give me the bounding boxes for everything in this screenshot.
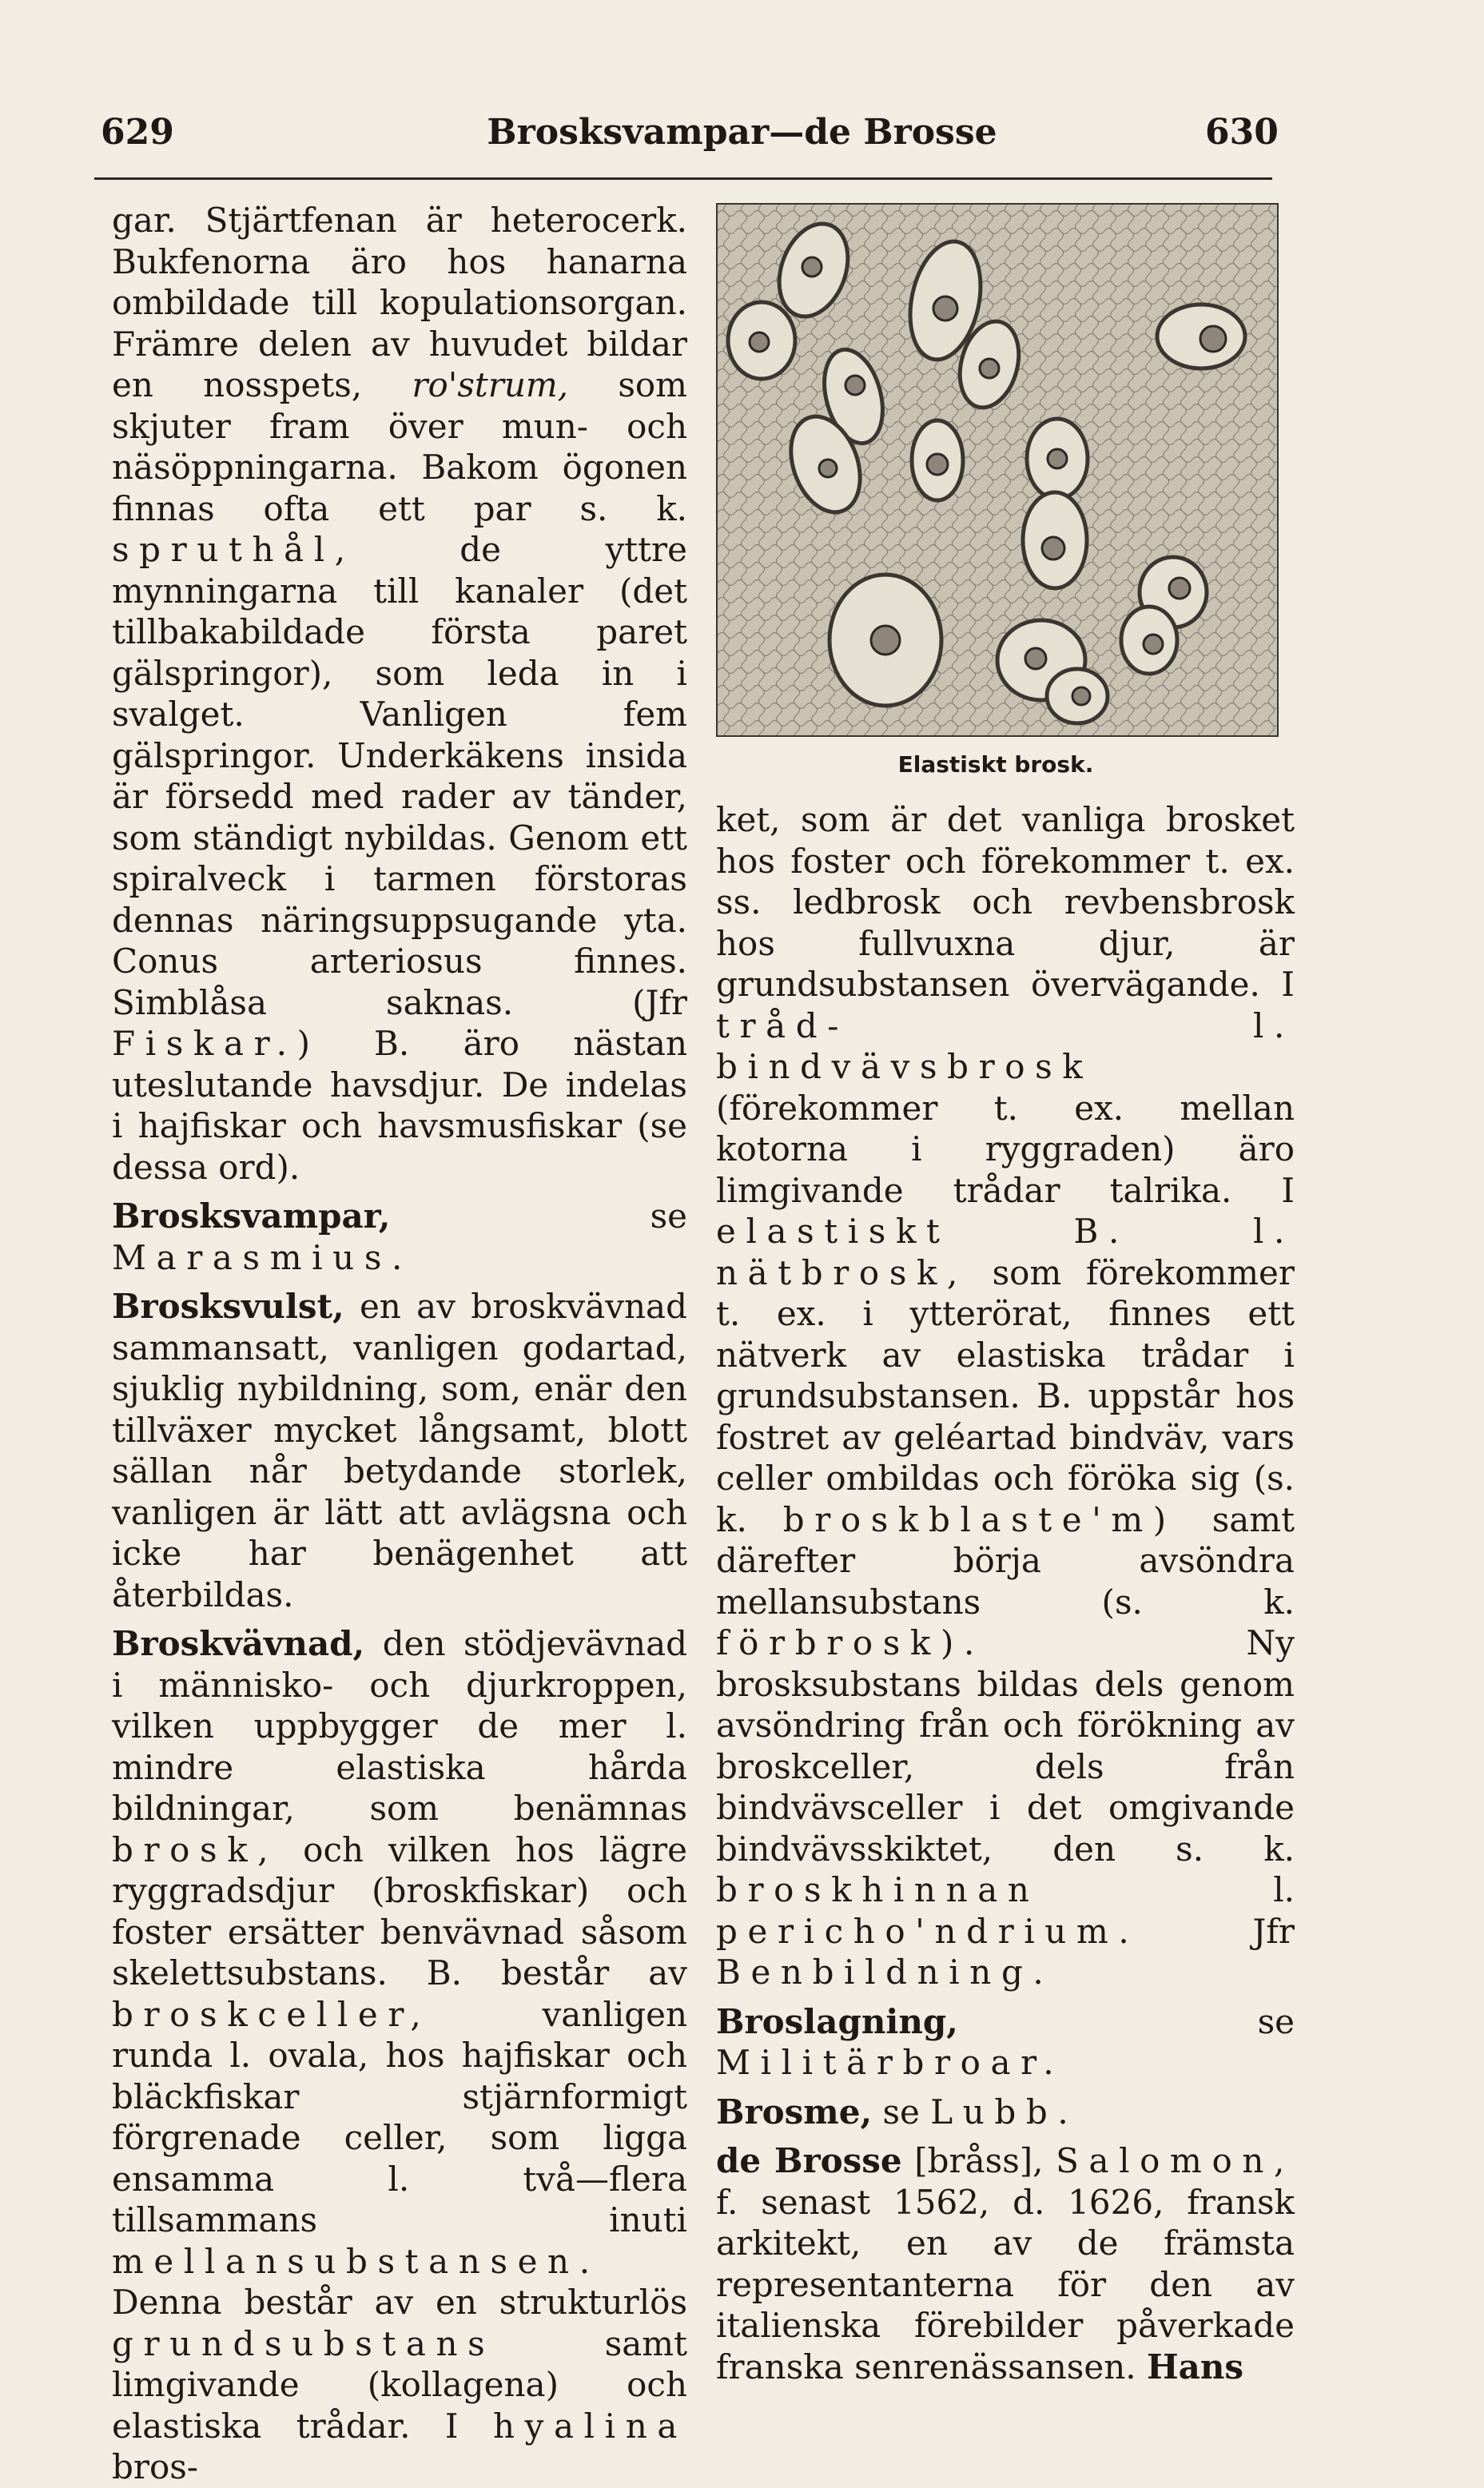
spaced-term: broskceller, bbox=[112, 1994, 432, 2034]
header-rule bbox=[94, 177, 1272, 180]
text-run: Denna består av en strukturlös bbox=[112, 2283, 687, 2322]
cartilage-illustration bbox=[718, 205, 1277, 735]
text-run: bros- bbox=[112, 2447, 198, 2486]
page-number-right: 630 bbox=[1205, 112, 1279, 153]
cross-reference: Fiskar.) bbox=[112, 1024, 320, 1063]
spaced-term: tråd- l. bindvävsbrosk bbox=[716, 1005, 1295, 1086]
spaced-term: broskhinnan bbox=[716, 1870, 1040, 1909]
spaced-term: brosk, bbox=[112, 1829, 279, 1869]
text-run: se bbox=[882, 2092, 920, 2132]
cell-nucleus bbox=[1144, 635, 1163, 654]
cell-nucleus bbox=[933, 297, 957, 320]
text-run: [bråss], bbox=[914, 2141, 1044, 2180]
cross-reference: Lubb. bbox=[930, 2092, 1079, 2132]
headword: Brosksvulst, bbox=[112, 1287, 344, 1326]
text-run: Ny brosksubstans bildas dels genom avsöndring från och förökning av broskceller, dels från bindvävsceller i det omgivande bindvävsskiktet, den s. k. bbox=[716, 1623, 1295, 1869]
cell-nucleus bbox=[1042, 537, 1064, 559]
cell-nucleus bbox=[927, 454, 948, 475]
headword: Brosksvampar, bbox=[112, 1196, 391, 1236]
entry-brosksvulst bbox=[112, 1286, 687, 1615]
entry-de-brosse bbox=[716, 2140, 1295, 2387]
spaced-term: broskblaste'm) bbox=[782, 1499, 1176, 1539]
spaced-term: Salomon, bbox=[1056, 2141, 1295, 2180]
figure-elastic-cartilage bbox=[716, 203, 1279, 737]
entry-brosksvampar bbox=[112, 1196, 687, 1278]
cell-nucleus bbox=[1200, 326, 1226, 352]
text-run: och vilken hos lägre ryggradsdjur (broskfiskar) och foster ersätter benvävnad såsom skelettsubstans. B. består av bbox=[112, 1829, 687, 1992]
spaced-term: pericho'ndrium. bbox=[716, 1911, 1140, 1951]
cell-nucleus bbox=[845, 376, 865, 395]
paragraph-broskvavnad-cont bbox=[716, 799, 1295, 1993]
left-column bbox=[112, 200, 687, 2488]
text-run: de yttre mynningarna till kanaler (det tillbakabildade första paret gälspringor), som leda in i svalget. Vanligen fem gälspringor. Underkäkens insida är försedd med rader av tänder, som ständigt nybildas. Genom ett spiralveck i tarmen förstoras dennas näringsuppsugande yta. Conus arteriosus finnes. Simblåsa saknas. (Jfr bbox=[112, 530, 687, 1022]
text-run: l. bbox=[1273, 1870, 1295, 1909]
paragraph-broskfiskar-cont bbox=[112, 200, 687, 1188]
cell-nucleus bbox=[819, 460, 837, 477]
catchword: Hans bbox=[1146, 2347, 1244, 2386]
text-run: ket, som är det vanliga brosket hos foster och förekommer t. ex. ss. ledbrosk och revbensbrosk hos fullvuxna djur, är grundsubstansen övervägande. I bbox=[716, 800, 1295, 1004]
text-run: som skjuter fram över mun- och näsöppningarna. Bakom ögonen finnas ofta ett par s. k. bbox=[112, 365, 687, 528]
page-number-left: 629 bbox=[101, 112, 174, 153]
cell-nucleus bbox=[871, 626, 900, 655]
headword: Broskvävnad, bbox=[112, 1624, 365, 1663]
spaced-term: förbrosk). bbox=[716, 1623, 985, 1662]
text-run: se bbox=[650, 1196, 687, 1236]
cross-reference: Militärbroar. bbox=[716, 2043, 1064, 2082]
text-run: se bbox=[1257, 2001, 1295, 2041]
cross-reference: Benbildning. bbox=[716, 1953, 1054, 1992]
text-run: samt limgivande (kollagena) och elastiska trådar. I bbox=[112, 2323, 687, 2446]
cell-nucleus bbox=[750, 332, 769, 352]
right-column bbox=[716, 799, 1295, 2387]
running-title: Brosksvampar—de Brosse bbox=[487, 112, 997, 153]
text-run: samt därefter börja avsöndra mellansubstans (s. k. bbox=[716, 1499, 1295, 1622]
text-run: den stödjevävnad i människo- och djurkroppen, vilken uppbygger de mer l. mindre elastiska hårda bildningar, som benämnas bbox=[112, 1624, 687, 1828]
text-run: Jfr bbox=[1252, 1911, 1295, 1951]
cell-nucleus bbox=[1048, 449, 1067, 468]
cell-nucleus bbox=[980, 359, 999, 378]
cell-nucleus bbox=[1025, 648, 1046, 669]
headword: Broslagning, bbox=[716, 2001, 958, 2041]
text-run: f. senast 1562, d. 1626, fransk arkitekt, en av de främsta representanterna för den av italienska förebilder påverkade franska senrenässansen. bbox=[716, 2182, 1295, 2386]
spaced-term: mellansubstansen. bbox=[112, 2241, 600, 2281]
headword: de Brosse bbox=[716, 2141, 902, 2180]
spaced-term: elastiskt B. l. nätbrosk, bbox=[716, 1212, 1295, 1292]
text-run: (förekommer t. ex. mellan kotorna i ryggraden) äro limgivande trådar talrika. I bbox=[716, 1088, 1295, 1210]
text-run: en av broskvävnad sammansatt, vanligen godartad, sjuklig nybildning, som, enär den tillväxer mycket långsamt, blott sällan når betydande storlek, vanligen är lätt att avlägsna och icke har benägenhet att återbildas. bbox=[112, 1287, 687, 1614]
text-run: vanligen runda l. ovala, hos hajfiskar och bläckfiskar stjärnformigt förgrenade celler, som ligga ensamma l. två—flera tillsammans inuti bbox=[112, 1994, 687, 2239]
figure-caption: Elastiskt brosk. bbox=[897, 751, 1094, 778]
entry-broslagning bbox=[716, 2001, 1295, 2084]
cell-nucleus bbox=[1169, 578, 1190, 599]
cell-nucleus bbox=[1072, 687, 1090, 705]
cross-reference: Marasmius. bbox=[112, 1237, 412, 1277]
term-rostrum: ro'strum, bbox=[412, 365, 569, 404]
text-run: som förekommer t. ex. i ytterörat, finnes ett nätverk av elastiska trådar i grundsubstansen. B. uppstår hos fostret av geléartad bindväv, vars celler ombildas och föröka sig (s. k. bbox=[716, 1252, 1295, 1539]
spaced-term: spruthål, bbox=[112, 530, 356, 569]
text-run: B. äro nästan uteslutande havsdjur. De indelas i hajfiskar och havsmusfiskar (se dessa ord). bbox=[112, 1024, 687, 1187]
spaced-term: hyalina bbox=[493, 2406, 687, 2446]
spaced-term: grundsubstans bbox=[112, 2323, 495, 2363]
entry-broskvavnad bbox=[112, 1623, 687, 2488]
entry-brosme bbox=[716, 2092, 1295, 2133]
text-run: gar. Stjärtfenan är heterocerk. Bukfenorna äro hos hanarna ombildade till kopulationsorgan. Främre delen av huvudet bildar en nosspets, bbox=[112, 201, 687, 404]
cell-nucleus bbox=[802, 257, 822, 277]
headword: Brosme, bbox=[716, 2092, 873, 2132]
